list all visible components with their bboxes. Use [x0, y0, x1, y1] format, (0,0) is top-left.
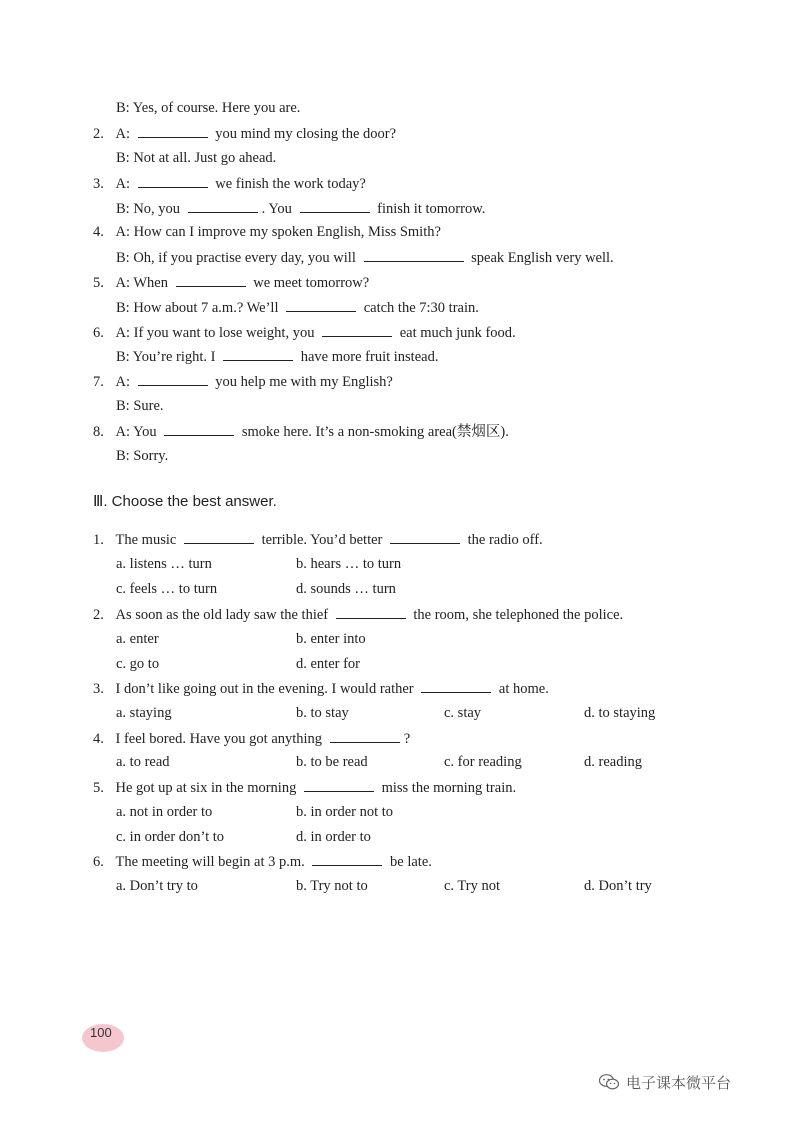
mc-q1 — [93, 529, 543, 550]
dialogue-text: speak English very well. — [471, 250, 614, 266]
option-c: c. feels … to turn — [116, 581, 218, 597]
q-number: 7. — [93, 374, 104, 390]
option-c: c. in order don’t to — [116, 829, 225, 845]
q-number: 4. — [93, 224, 104, 240]
dialogue-q4-b — [116, 247, 614, 268]
dialogue-q7-a — [93, 371, 393, 392]
q-number: 6. — [93, 325, 104, 341]
dialogue-q5-a — [93, 272, 369, 293]
dialogue-line-b1: B: Yes, of course. Here you are. — [116, 100, 301, 116]
dialogue-q4-a — [93, 222, 441, 242]
dialogue-text: smoke here. It’s a non-smoking area(禁烟区). — [241, 424, 509, 440]
q-number: 1. — [93, 532, 104, 548]
q-number: 6. — [93, 854, 104, 870]
question-text: The meeting will begin at 3 p.m. — [115, 854, 305, 870]
option-c: c. for reading — [444, 754, 522, 770]
dialogue-text: B: How about 7 a.m.? We’ll — [116, 300, 279, 316]
speaker-a: A: — [115, 176, 130, 192]
answer-blank — [421, 678, 491, 693]
dialogue-q2-b: B: Not at all. Just go ahead. — [116, 150, 277, 166]
q-number: 3. — [93, 681, 104, 697]
section-heading: Ⅲ. Choose the best answer. — [93, 493, 277, 510]
dialogue-q3-b — [116, 198, 485, 219]
question-text: be late. — [390, 854, 432, 870]
q-number: 5. — [93, 275, 104, 291]
option-a: a. to read — [116, 754, 170, 770]
q-number: 2. — [93, 607, 104, 623]
option-a: a. not in order to — [116, 804, 213, 820]
option-a: a. enter — [116, 631, 159, 647]
watermark-text: 电子课本微平台 — [626, 1074, 732, 1092]
question-text: at home. — [498, 681, 549, 697]
question-text: He got up at six in the morning — [115, 780, 297, 796]
option-b: b. in order not to — [296, 804, 394, 820]
answer-blank — [390, 529, 460, 544]
option-a: a. Don’t try to — [116, 878, 198, 894]
dialogue-q6-b — [116, 346, 438, 367]
answer-blank — [336, 604, 406, 619]
question-text: The music — [115, 532, 177, 548]
page-number-badge — [82, 1024, 124, 1052]
dialogue-q6-a — [93, 322, 516, 343]
answer-blank — [164, 421, 234, 436]
option-c: c. stay — [444, 705, 482, 721]
dialogue-text: B: You’re right. I — [116, 349, 216, 365]
question-text: the room, she telephoned the police. — [413, 607, 624, 623]
answer-blank — [138, 123, 208, 138]
mc-q3 — [93, 678, 549, 699]
mc-q2 — [93, 604, 623, 625]
dialogue-text: we finish the work today? — [215, 176, 366, 192]
option-b: b. enter into — [296, 631, 366, 647]
dialogue-q7-b: B: Sure. — [116, 398, 164, 414]
dialogue-text: we meet tomorrow? — [253, 275, 370, 291]
option-a: a. listens … turn — [116, 556, 212, 572]
dialogue-text: . You — [261, 201, 292, 217]
option-b: b. hears … to turn — [296, 556, 402, 572]
option-d: d. enter for — [296, 656, 361, 672]
q-number: 3. — [93, 176, 104, 192]
option-a: a. staying — [116, 705, 172, 721]
option-d: d. Don’t try — [584, 878, 652, 894]
page-number: 100 — [90, 1025, 112, 1040]
answer-blank — [286, 297, 356, 312]
option-d: d. to staying — [584, 705, 656, 721]
mc-q6 — [93, 851, 432, 872]
option-d: d. reading — [584, 754, 642, 770]
speaker-a: A: — [115, 374, 130, 390]
watermark — [598, 1072, 731, 1095]
question-text: the radio off. — [467, 532, 543, 548]
answer-blank — [312, 851, 382, 866]
mc-q4 — [93, 728, 410, 749]
dialogue-text: eat much junk food. — [399, 325, 516, 341]
question-text: I feel bored. Have you got anything — [115, 731, 323, 747]
dialogue-text: catch the 7:30 train. — [363, 300, 479, 316]
option-b: b. to be read — [296, 754, 368, 770]
question-text: I don’t like going out in the evening. I would rather — [115, 681, 414, 697]
option-b: b. to stay — [296, 705, 349, 721]
dialogue-text: A: You — [115, 424, 157, 440]
dialogue-q3-a — [93, 173, 366, 194]
dialogue-text: B: No, you — [116, 201, 181, 217]
dialogue-q5-b — [116, 297, 479, 318]
answer-blank — [322, 322, 392, 337]
dialogue-q8-a — [93, 421, 509, 442]
answer-blank — [138, 173, 208, 188]
answer-blank — [184, 529, 254, 544]
answer-blank — [138, 371, 208, 386]
answer-blank — [304, 777, 374, 792]
question-text: ? — [403, 731, 411, 747]
dialogue-q2-a — [93, 123, 396, 144]
answer-blank — [330, 728, 400, 743]
dialogue-text: you help me with my English? — [215, 374, 393, 390]
dialogue-text: have more fruit instead. — [300, 349, 439, 365]
q-number: 5. — [93, 780, 104, 796]
dialogue-text: A: If you want to lose weight, you — [115, 325, 315, 341]
option-c: c. go to — [116, 656, 160, 672]
answer-blank — [223, 346, 293, 361]
option-d: d. in order to — [296, 829, 371, 845]
q-number: 2. — [93, 126, 104, 142]
dialogue-text: you mind my closing the door? — [215, 126, 397, 142]
option-b: b. Try not to — [296, 878, 368, 894]
q-number: 8. — [93, 424, 104, 440]
dialogue-text: A: When — [115, 275, 168, 291]
dialogue-text: B: Oh, if you practise every day, you will — [116, 250, 356, 266]
speaker-a: A: — [115, 126, 130, 142]
dialogue-q8-b: B: Sorry. — [116, 448, 169, 464]
dialogue-text: A: How can I improve my spoken English, Miss Smith? — [115, 224, 441, 240]
answer-blank — [364, 247, 464, 262]
question-text: terrible. You’d better — [261, 532, 383, 548]
answer-blank — [188, 198, 258, 213]
option-d: d. sounds … turn — [296, 581, 396, 597]
wechat-icon — [598, 1073, 620, 1095]
mc-q5 — [93, 777, 516, 798]
question-text: As soon as the old lady saw the thief — [115, 607, 329, 623]
q-number: 4. — [93, 731, 104, 747]
answer-blank — [176, 272, 246, 287]
question-text: miss the morning train. — [381, 780, 517, 796]
option-c: c. Try not — [444, 878, 501, 894]
dialogue-text: finish it tomorrow. — [377, 201, 486, 217]
answer-blank — [300, 198, 370, 213]
